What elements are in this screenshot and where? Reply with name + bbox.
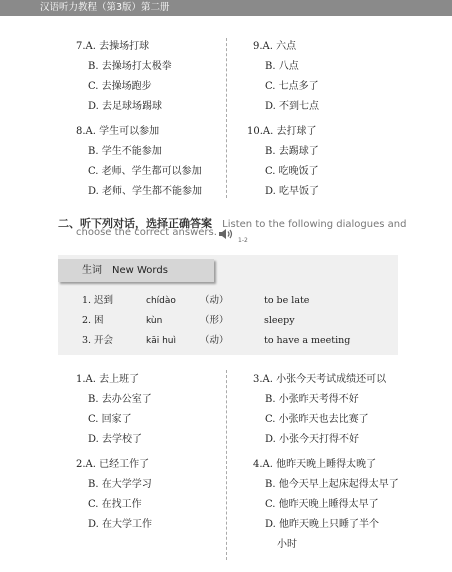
option-text: A. 去打球了 xyxy=(262,126,317,137)
question-8-option-a xyxy=(76,126,159,138)
question-9-option-c: C. 七点多了 xyxy=(265,81,319,92)
question-3-option-d: D. 小张今天打得不好 xyxy=(265,434,360,445)
question-2-option-b: B. 在大学学习 xyxy=(88,479,152,490)
question-9-option-a xyxy=(253,41,296,53)
question-number: 4. xyxy=(253,459,263,470)
column-divider xyxy=(226,370,227,560)
question-1-option-d: D. 去学校了 xyxy=(88,434,143,445)
vocab-english: to have a meeting xyxy=(264,335,351,346)
option-text: A. 小张今天考试成绩还可以 xyxy=(262,374,387,385)
vocab-number: 2. xyxy=(82,315,92,326)
question-number: 7. xyxy=(76,41,86,52)
question-2-option-a xyxy=(76,459,149,471)
page-header xyxy=(0,0,452,16)
vocab-hanzi: 困 xyxy=(94,315,104,326)
question-8-option-c: C. 老师、学生都可以参加 xyxy=(88,166,202,177)
question-10-option-c: C. 吃晚饭了 xyxy=(265,166,319,177)
question-number: 9. xyxy=(253,41,263,52)
question-4-option-d: D. 他昨天晚上只睡了半个 xyxy=(265,519,380,530)
question-9-option-d: D. 不到七点 xyxy=(265,101,320,112)
vocab-pinyin: kāi huì xyxy=(146,336,176,346)
option-text: A. 去上班了 xyxy=(85,374,140,385)
vocab-part-of-speech: （形） xyxy=(200,315,229,326)
question-4-option-b: B. 他今天早上起床起得太早了 xyxy=(265,479,399,490)
vocab-part-of-speech: （动） xyxy=(200,335,229,346)
question-number: 10. xyxy=(247,126,263,137)
question-2-option-d: D. 在大学工作 xyxy=(88,519,153,530)
vocab-hanzi: 迟到 xyxy=(94,295,114,306)
question-10-option-a xyxy=(247,126,317,138)
question-8-option-b: B. 学生不能参加 xyxy=(88,146,162,157)
new-words-tab xyxy=(58,259,214,282)
vocab-number: 3. xyxy=(82,335,92,346)
question-4-option-a xyxy=(253,459,376,471)
vocab-pinyin: kùn xyxy=(146,316,163,326)
option-text: A. 去操场打球 xyxy=(85,41,150,52)
question-3-option-c: C. 小张昨天也去比赛了 xyxy=(265,414,369,425)
question-number: 8. xyxy=(76,126,86,137)
vocab-english: to be late xyxy=(264,295,310,306)
section-2-title-en-line2: choose the correct answers. xyxy=(76,227,217,238)
question-number: 1. xyxy=(76,374,86,385)
section-2-title-en: Listen to the following dialogues and xyxy=(222,219,407,230)
question-4-option-d-continuation: 小时 xyxy=(277,539,297,550)
question-number: 2. xyxy=(76,459,86,470)
question-1-option-c: C. 回家了 xyxy=(88,414,132,425)
question-8-option-d: D. 老师、学生都不能参加 xyxy=(88,186,203,197)
vocab-hanzi: 开会 xyxy=(94,335,114,346)
option-text: A. 学生可以参加 xyxy=(85,126,160,137)
vocab-number: 1. xyxy=(82,295,92,306)
question-9-option-b: B. 八点 xyxy=(265,61,299,72)
question-3-option-a xyxy=(253,374,386,386)
section-2-title-zh: 二、听下列对话，选择正确答案 xyxy=(58,217,212,230)
question-7-option-d: D. 去足球场踢球 xyxy=(88,101,163,112)
question-7-option-b: B. 去操场打太极拳 xyxy=(88,61,172,72)
question-1-option-a xyxy=(76,374,139,386)
new-words-tab-en: New Words xyxy=(112,265,168,276)
vocab-pinyin: chídào xyxy=(146,296,176,306)
question-10-option-b: B. 去踢球了 xyxy=(265,146,319,157)
question-3-option-b: B. 小张昨天考得不好 xyxy=(265,394,359,405)
option-text: A. 他昨天晚上睡得太晚了 xyxy=(262,459,377,470)
option-text: A. 已经工作了 xyxy=(85,459,150,470)
question-2-option-c: C. 在找工作 xyxy=(88,499,142,510)
question-4-option-c: C. 他昨天晚上睡得太早了 xyxy=(265,499,379,510)
question-1-option-b: B. 去办公室了 xyxy=(88,394,152,405)
new-words-tab-zh: 生词 xyxy=(82,265,102,276)
vocab-part-of-speech: （动） xyxy=(200,295,229,306)
book-title: 汉语听力教程（第3版）第二册 xyxy=(40,2,170,13)
question-7-option-a xyxy=(76,41,149,53)
speaker-icon[interactable] xyxy=(218,228,234,243)
speaker-icon-glyph xyxy=(218,228,234,240)
question-number: 3. xyxy=(253,374,263,385)
audio-track-label: 1-2 xyxy=(238,237,248,244)
option-text: A. 六点 xyxy=(262,41,297,52)
vocab-english: sleepy xyxy=(264,315,295,326)
question-10-option-d: D. 吃早饭了 xyxy=(265,186,320,197)
question-7-option-c: C. 去操场跑步 xyxy=(88,81,152,92)
column-divider xyxy=(226,38,227,198)
